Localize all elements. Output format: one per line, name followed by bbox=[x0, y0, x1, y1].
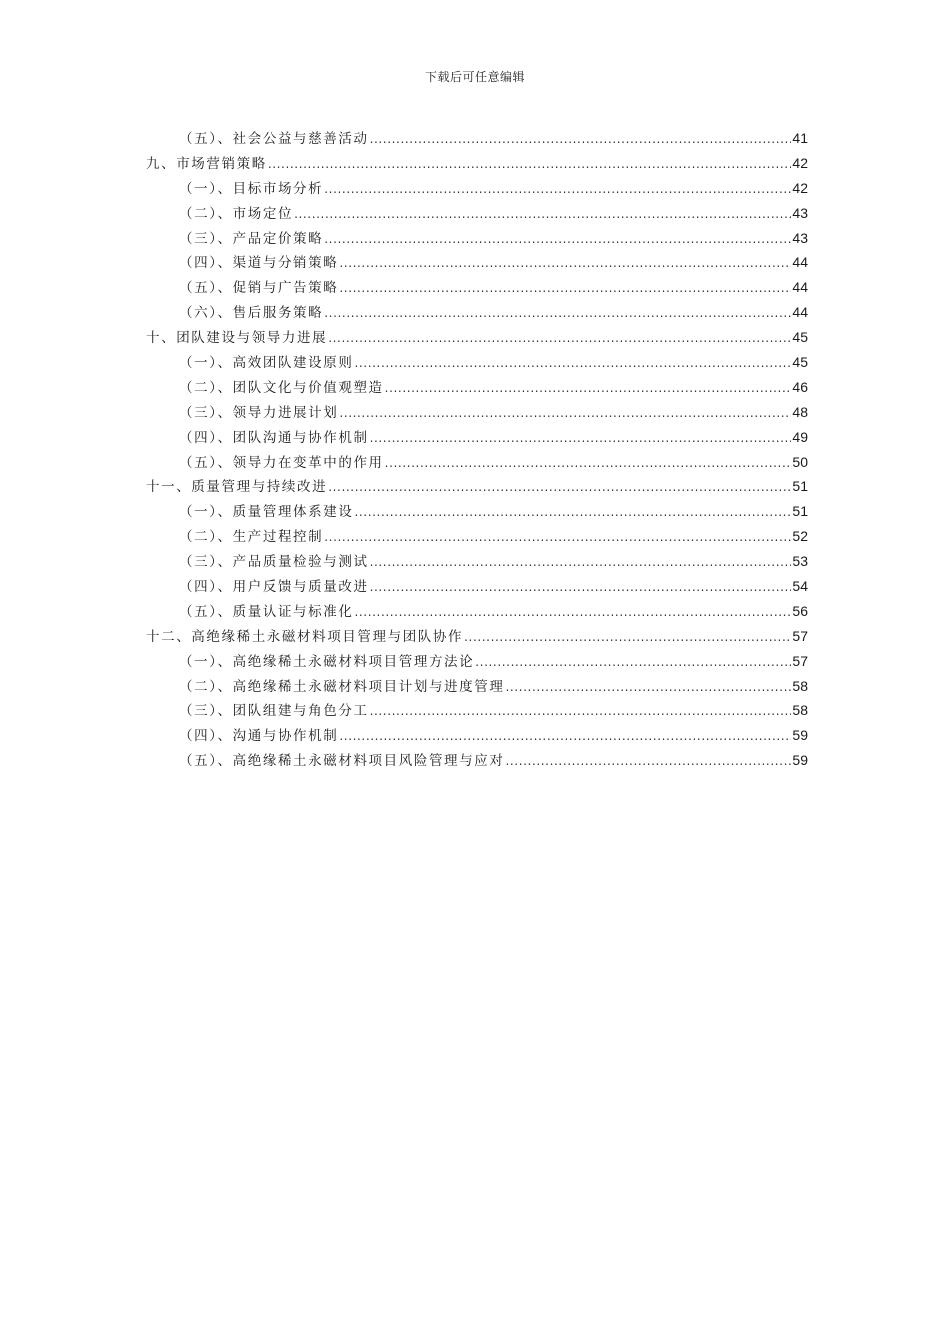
toc-entry-page-number: 43 bbox=[792, 229, 808, 246]
toc-dot-leader bbox=[370, 127, 792, 152]
toc-section-entry[interactable] bbox=[146, 375, 808, 400]
toc-entry-page-number: 41 bbox=[792, 130, 808, 146]
toc-entry-page-number: 42 bbox=[792, 154, 808, 171]
toc-entry-title: 九、市场营销策略 bbox=[146, 155, 267, 172]
toc-entry-page-number: 46 bbox=[792, 378, 808, 395]
toc-section-entry[interactable] bbox=[146, 574, 808, 599]
toc-dot-leader bbox=[324, 177, 791, 202]
toc-dot-leader bbox=[385, 376, 792, 401]
toc-dot-leader bbox=[475, 650, 791, 675]
toc-entry-page-number: 51 bbox=[792, 478, 808, 495]
toc-section-entry[interactable] bbox=[146, 275, 808, 300]
toc-dot-leader bbox=[370, 575, 792, 600]
toc-entry-title: （三）、产品质量检验与测试 bbox=[179, 554, 369, 571]
toc-dot-leader bbox=[464, 625, 791, 650]
toc-entry-title: 十、团队建设与领导力进展 bbox=[146, 330, 328, 347]
toc-chapter-entry[interactable] bbox=[146, 325, 808, 350]
toc-entry-page-number: 56 bbox=[792, 602, 808, 619]
toc-entry-title: （一）、高绝缘稀土永磁材料项目管理方法论 bbox=[179, 653, 475, 670]
toc-section-entry[interactable] bbox=[146, 425, 808, 450]
toc-entry-title: （五）、社会公益与慈善活动 bbox=[179, 131, 369, 147]
toc-dot-leader bbox=[268, 152, 792, 177]
toc-entry-title: （三）、产品定价策略 bbox=[179, 230, 324, 247]
toc-dot-leader bbox=[339, 251, 791, 276]
toc-entry-page-number: 57 bbox=[792, 627, 808, 644]
toc-entry-page-number: 49 bbox=[792, 428, 808, 445]
toc-dot-leader bbox=[370, 426, 792, 451]
toc-dot-leader bbox=[324, 227, 791, 252]
toc-entry-page-number: 59 bbox=[792, 727, 808, 744]
toc-section-entry[interactable] bbox=[146, 723, 808, 748]
toc-dot-leader bbox=[339, 276, 791, 301]
toc-section-entry[interactable] bbox=[146, 549, 808, 574]
toc-entry-title: （五）、质量认证与标准化 bbox=[179, 603, 354, 620]
toc-dot-leader bbox=[328, 326, 791, 351]
toc-dot-leader bbox=[505, 749, 791, 774]
toc-dot-leader bbox=[354, 600, 791, 625]
toc-section-entry[interactable] bbox=[146, 649, 808, 674]
toc-entry-title: （五）、领导力在变革中的作用 bbox=[179, 454, 384, 471]
toc-entry-title: （四）、渠道与分销策略 bbox=[179, 255, 339, 272]
toc-entry-page-number: 52 bbox=[792, 528, 808, 545]
toc-section-entry[interactable] bbox=[146, 748, 808, 773]
toc-entry-title: （二）、生产过程控制 bbox=[179, 529, 324, 546]
toc-section-entry[interactable] bbox=[146, 350, 808, 375]
toc-entry-page-number: 48 bbox=[792, 403, 808, 420]
toc-section-entry[interactable] bbox=[146, 126, 808, 151]
toc-dot-leader bbox=[505, 675, 791, 700]
toc-chapter-entry[interactable] bbox=[146, 474, 808, 499]
toc-entry-title: （五）、促销与广告策略 bbox=[179, 280, 339, 297]
toc-entry-page-number: 58 bbox=[792, 677, 808, 694]
toc-section-entry[interactable] bbox=[146, 250, 808, 275]
toc-dot-leader bbox=[354, 351, 791, 376]
toc-entry-page-number: 44 bbox=[792, 304, 808, 321]
toc-entry-title: （六）、售后服务策略 bbox=[179, 305, 324, 322]
toc-entry-title: （二）、市场定位 bbox=[179, 205, 294, 222]
toc-entry-title: （四）、团队沟通与协作机制 bbox=[179, 429, 369, 446]
toc-dot-leader bbox=[339, 401, 791, 426]
toc-section-entry[interactable] bbox=[146, 524, 808, 549]
toc-entry-title: （一）、高效团队建设原则 bbox=[179, 355, 354, 372]
toc-entry-title: （三）、团队组建与角色分工 bbox=[179, 703, 369, 720]
toc-section-entry[interactable] bbox=[146, 400, 808, 425]
toc-entry-title: （四）、用户反馈与质量改进 bbox=[179, 579, 369, 596]
toc-section-entry[interactable] bbox=[146, 698, 808, 723]
toc-entry-title: （五）、高绝缘稀土永磁材料项目风险管理与应对 bbox=[179, 753, 505, 770]
toc-chapter-entry[interactable] bbox=[146, 624, 808, 649]
toc-entry-page-number: 45 bbox=[792, 329, 808, 346]
toc-entry-page-number: 51 bbox=[792, 503, 808, 520]
toc-entry-title: （二）、团队文化与价值观塑造 bbox=[179, 379, 384, 396]
toc-entry-title: 十二、高绝缘稀土永磁材料项目管理与团队协作 bbox=[146, 628, 464, 645]
toc-dot-leader bbox=[370, 699, 792, 724]
toc-dot-leader bbox=[385, 451, 792, 476]
toc-entry-page-number: 45 bbox=[792, 354, 808, 371]
toc-dot-leader bbox=[328, 475, 791, 500]
toc-dot-leader bbox=[354, 500, 791, 525]
toc-entry-page-number: 44 bbox=[792, 254, 808, 271]
page-header: 下载后可任意编辑 bbox=[424, 70, 525, 84]
toc-entry-title: 十一、质量管理与持续改进 bbox=[146, 479, 328, 496]
toc-section-entry[interactable] bbox=[146, 499, 808, 524]
toc-dot-leader bbox=[339, 724, 791, 749]
toc-entry-page-number: 53 bbox=[792, 553, 808, 570]
toc-section-entry[interactable] bbox=[146, 226, 808, 251]
toc-dot-leader bbox=[294, 202, 791, 227]
toc-entry-title: （三）、领导力进展计划 bbox=[179, 404, 339, 421]
toc-entry-title: （一）、质量管理体系建设 bbox=[179, 504, 354, 521]
toc-section-entry[interactable] bbox=[146, 201, 808, 226]
toc-entry-title: （一）、目标市场分析 bbox=[179, 180, 324, 197]
toc-entry-page-number: 54 bbox=[792, 578, 808, 595]
toc-dot-leader bbox=[370, 550, 792, 575]
toc-entry-page-number: 57 bbox=[792, 652, 808, 669]
toc-dot-leader bbox=[324, 301, 791, 326]
toc-section-entry[interactable] bbox=[146, 599, 808, 624]
toc-section-entry[interactable] bbox=[146, 450, 808, 475]
table-of-contents bbox=[146, 126, 808, 773]
toc-entry-page-number: 42 bbox=[792, 179, 808, 196]
toc-entry-page-number: 59 bbox=[792, 752, 808, 769]
toc-section-entry[interactable] bbox=[146, 674, 808, 699]
toc-entry-title: （二）、高绝缘稀土永磁材料项目计划与进度管理 bbox=[179, 678, 505, 695]
toc-section-entry[interactable] bbox=[146, 176, 808, 201]
toc-entry-title: （四）、沟通与协作机制 bbox=[179, 728, 339, 745]
toc-entry-page-number: 44 bbox=[792, 279, 808, 296]
toc-chapter-entry[interactable] bbox=[146, 151, 808, 176]
toc-section-entry[interactable] bbox=[146, 300, 808, 325]
toc-entry-page-number: 43 bbox=[792, 204, 808, 221]
toc-dot-leader bbox=[324, 525, 791, 550]
toc-entry-page-number: 50 bbox=[792, 453, 808, 470]
toc-entry-page-number: 58 bbox=[792, 702, 808, 719]
